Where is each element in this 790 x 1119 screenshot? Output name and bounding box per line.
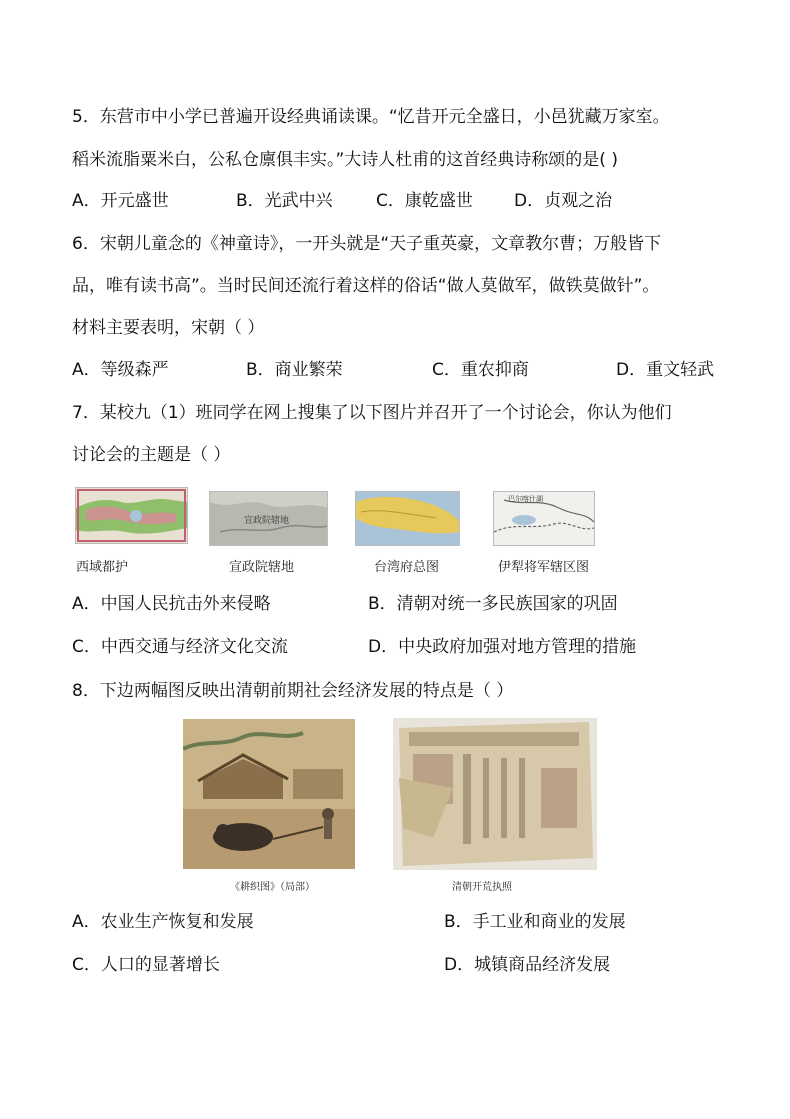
caption-ili-general: 伊犁将军辖区图: [498, 560, 590, 575]
map-western-regions-graphic: [76, 488, 187, 543]
q5-line-2: 稻米流脂粟米白，公私仓廪俱丰实。”大诗人杜甫的这首经典诗称颂的是( ): [72, 150, 618, 170]
image-gengzhi-painting: [183, 719, 355, 869]
map-image-ili-general: [493, 491, 595, 546]
caption-western-regions: 西域都护: [76, 560, 129, 575]
q6-line-1: 6．宋朝儿童念的《神童诗》，一开头就是“天子重英豪，文章教尔曹；万般皆下: [72, 234, 662, 254]
q8-line-1: 8．下边两幅图反映出清朝前期社会经济发展的特点是（ ）: [72, 681, 514, 701]
q6-option-c: C．重农抑商: [432, 360, 529, 380]
q6-line-3: 材料主要表明，宋朝（ ）: [72, 318, 265, 338]
q6-option-b: B．商业繁荣: [246, 360, 343, 380]
q8-option-b: B．手工业和商业的发展: [444, 912, 626, 932]
caption-taiwan-prefecture: 台湾府总图: [374, 560, 440, 575]
q7-option-d: D．中央政府加强对地方管理的措施: [368, 637, 637, 657]
map-image-xuanzheng: [209, 491, 328, 546]
q8-option-d: D．城镇商品经济发展: [444, 955, 611, 975]
q6-option-d: D．重文轻武: [616, 360, 715, 380]
caption-xuanzheng: 宣政院辖地: [229, 560, 295, 575]
map-image-western-regions: [75, 487, 188, 544]
q5-option-d: D．贞观之治: [514, 191, 613, 211]
q5-line-1: 5．东营市中小学已普遍开设经典诵读课。“忆昔开元全盛日，小邑犹藏万家室。: [72, 107, 670, 127]
q7-option-c: C．中西交通与经济文化交流: [72, 637, 288, 657]
q7-option-a: A．中国人民抗击外来侵略: [72, 594, 271, 614]
license-document-graphic: [393, 718, 597, 870]
map-ili-label: 巴尔喀什湖: [508, 495, 543, 503]
q5-option-b: B．光武中兴: [236, 191, 333, 211]
gengzhi-painting-graphic: [183, 719, 355, 869]
q7-option-b: B．清朝对统一多民族国家的巩固: [368, 594, 618, 614]
map-xuanzheng-label: 宣政院辖地: [244, 516, 290, 526]
map-taiwan-graphic: [356, 492, 459, 545]
q8-option-c: C．人口的显著增长: [72, 955, 220, 975]
q5-option-a: A．开元盛世: [72, 191, 169, 211]
caption-land-reclamation-license: 清朝开荒执照: [452, 882, 512, 893]
q7-line-2: 讨论会的主题是（ ）: [72, 445, 231, 465]
q6-option-a: A．等级森严: [72, 360, 169, 380]
q5-option-c: C．康乾盛世: [376, 191, 473, 211]
caption-gengzhi-painting: 《耕织图》（局部）: [230, 882, 315, 893]
map-image-taiwan-prefecture: [355, 491, 460, 546]
q6-line-2: 品，唯有读书高”。当时民间还流行着这样的俗话“做人莫做军，做铁莫做针”。: [72, 276, 660, 296]
image-land-reclamation-license: [393, 718, 597, 870]
q8-option-a: A．农业生产恢复和发展: [72, 912, 254, 932]
q7-line-1: 7．某校九（1）班同学在网上搜集了以下图片并召开了一个讨论会，你认为他们: [72, 403, 672, 423]
